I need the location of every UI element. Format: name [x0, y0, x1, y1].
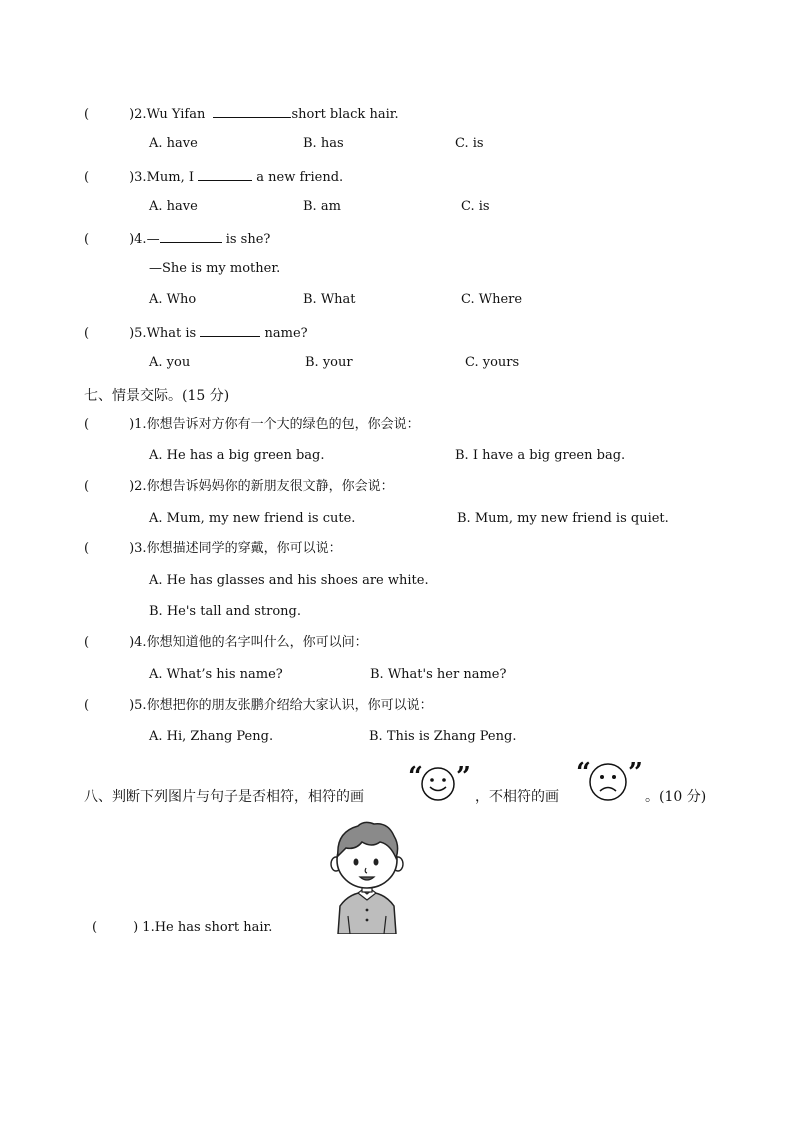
option-c[interactable]: C. yours	[465, 355, 520, 370]
option-b[interactable]: B. What's her name?	[370, 667, 507, 682]
answer-blank[interactable]	[200, 324, 260, 337]
section-8-title-part3: 。(10 分)	[645, 789, 707, 805]
section-8-title-part2: ，不相符的画	[475, 789, 559, 805]
item-text-post: a new friend.	[252, 170, 344, 185]
q8-item-1	[92, 920, 272, 936]
item-number: )3.	[129, 170, 147, 185]
option-a[interactable]: A. you	[149, 355, 191, 370]
option-b[interactable]: B. What	[303, 292, 356, 307]
boy-illustration	[328, 820, 406, 934]
smiley-face-icon	[420, 766, 456, 802]
item-number: )1.	[129, 417, 147, 432]
option-a[interactable]: A. Mum, my new friend is cute.	[149, 511, 356, 526]
option-b[interactable]: B. This is Zhang Peng.	[369, 729, 517, 744]
option-b[interactable]: B. He's tall and strong.	[149, 604, 301, 619]
option-b[interactable]: B. am	[303, 199, 341, 214]
sad-face-icon	[588, 762, 628, 802]
option-a[interactable]: A. He has glasses and his shoes are white.	[149, 573, 429, 588]
quote-open: “	[576, 758, 591, 788]
item-prompt: 你想描述同学的穿戴，你可以说：	[146, 541, 342, 556]
item-number: )2.	[129, 479, 147, 494]
option-a[interactable]: A. What’s his name?	[149, 667, 283, 682]
paren-open: (	[84, 170, 90, 185]
q7-item-4	[84, 635, 368, 651]
item-text-pre: What is	[146, 326, 201, 341]
option-b[interactable]: B. your	[305, 355, 353, 370]
item-number: )4.	[129, 232, 147, 247]
quote-open: “	[408, 762, 423, 792]
option-a[interactable]: A. Hi, Zhang Peng.	[149, 729, 274, 744]
option-a[interactable]: A. have	[149, 136, 198, 151]
paren-open: (	[84, 417, 90, 432]
item-prompt: 你想把你的朋友张鹏介绍给大家认识，你可以说：	[146, 698, 433, 713]
paren-open: (	[84, 635, 90, 650]
q7-item-3	[84, 541, 342, 557]
item-text-post: name?	[260, 326, 308, 341]
q6-item-3	[84, 168, 343, 186]
q6-item-4	[84, 230, 270, 248]
q7-item-5	[84, 698, 433, 714]
item-text-post: is she?	[221, 232, 271, 247]
section-7-title: 七、情景交际。(15 分)	[84, 388, 230, 404]
paren-open: (	[84, 541, 90, 556]
quote-close: ”	[628, 758, 643, 788]
paren-open: (	[84, 107, 90, 122]
option-a[interactable]: A. have	[149, 199, 198, 214]
item-number: )5.	[129, 698, 147, 713]
paren-open: (	[84, 232, 90, 247]
dialog-response: —She is my mother.	[149, 261, 281, 276]
item-number: )5.	[129, 326, 147, 341]
sad-face-quote	[576, 758, 646, 806]
item-text-pre: Wu Yifan	[146, 107, 210, 122]
paren-open: (	[92, 920, 98, 935]
item-text-post: short black hair.	[291, 107, 399, 122]
item-number: )4.	[129, 635, 147, 650]
option-b[interactable]: B. I have a big green bag.	[455, 448, 626, 463]
paren-open: (	[84, 326, 90, 341]
option-a[interactable]: A. Who	[149, 292, 197, 307]
item-prompt: 你想告诉对方你有一个大的绿色的包，你会说：	[146, 417, 420, 432]
item-sentence: 1.He has short hair.	[142, 920, 273, 935]
option-c[interactable]: C. is	[461, 199, 490, 214]
happy-face-quote	[408, 762, 472, 806]
item-prompt: 你想告诉妈妈你的新朋友很文静，你会说：	[146, 479, 394, 494]
q6-item-2	[84, 105, 399, 123]
option-b[interactable]: B. has	[303, 136, 344, 151]
item-number: )3.	[129, 541, 147, 556]
item-prompt: 你想知道他的名字叫什么，你可以问：	[146, 635, 368, 650]
q7-item-2	[84, 479, 394, 495]
answer-blank[interactable]	[160, 230, 222, 243]
item-text-pre: —	[146, 232, 160, 247]
option-a[interactable]: A. He has a big green bag.	[149, 448, 325, 463]
paren-close: )	[133, 920, 139, 935]
section-8-title-part1: 八、判断下列图片与句子是否相符，相符的画	[84, 789, 364, 805]
q6-item-5	[84, 324, 308, 342]
option-c[interactable]: C. is	[455, 136, 484, 151]
quote-close: ”	[456, 762, 471, 792]
item-number: )2.	[129, 107, 147, 122]
option-c[interactable]: C. Where	[461, 292, 523, 307]
paren-open: (	[84, 479, 90, 494]
q7-item-1	[84, 417, 420, 433]
item-text-pre: Mum, I	[146, 170, 199, 185]
answer-blank[interactable]	[198, 168, 252, 181]
paren-open: (	[84, 698, 90, 713]
answer-blank[interactable]	[213, 105, 291, 118]
option-b[interactable]: B. Mum, my new friend is quiet.	[457, 511, 669, 526]
